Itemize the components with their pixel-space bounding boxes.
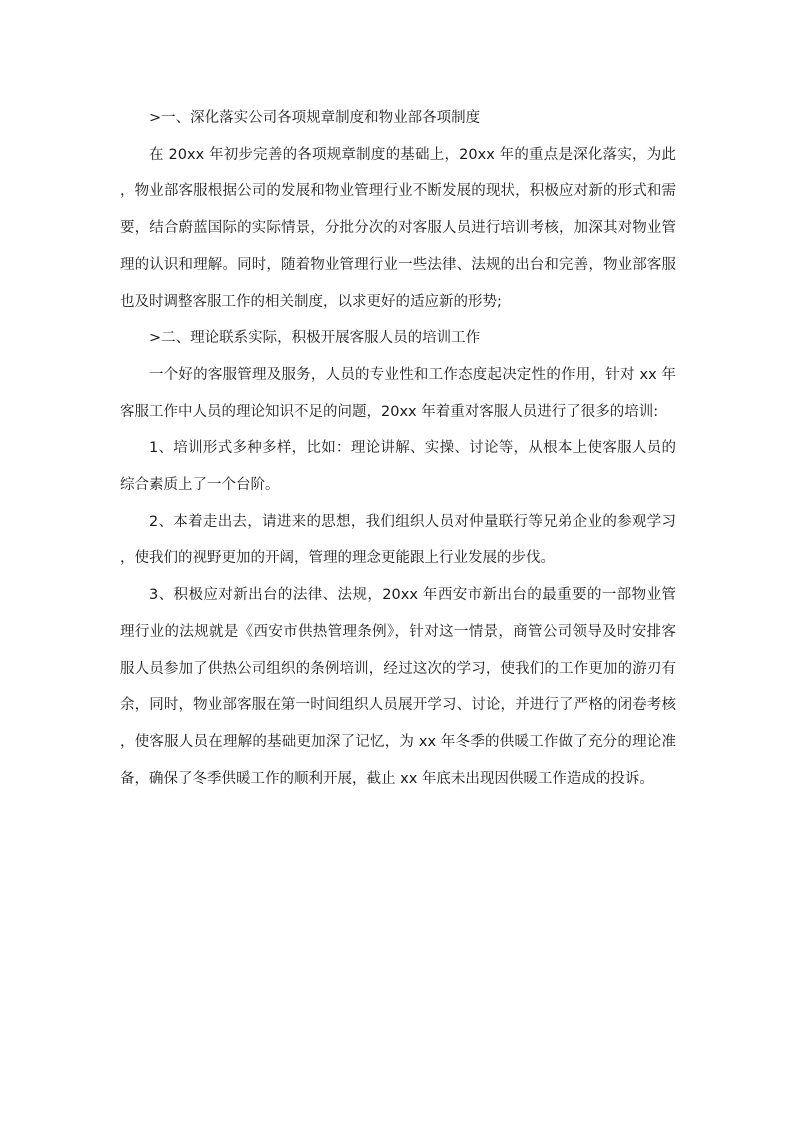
list-item-1: 1、培训形式多种多样，比如：理论讲解、实操、讨论等，从根本上使客服人员的综合素质上了一个台阶。: [120, 440, 676, 494]
heading-section-2: >二、理论联系实际，积极开展客服人员的培训工作: [149, 330, 481, 347]
list-item-3: 3、积极应对新出台的法律、法规，20xx 年西安市新出台的最重要的一部物业管理行业的法规就是《西安市供热管理条例》，针对这一情景，商管公司领导及时安排客服人员参加了供热公司组织的条例培训，经过这次的学习，使我们的工作更加的游刃有余，同时，物业部客服在第一时间组织人员展开学习、讨论，并进行了严格的闭卷考核，使客服人员在理解的基础更加深了记忆，为 xx 年冬季的供暖工作做了充分的理论准备，确保了冬季供暖工作的顺利开展，截止 xx 年底未出现因供暖工作造成的投诉。: [120, 587, 676, 787]
heading-section-1: >一、深化落实公司各项规章制度和物业部各项制度: [149, 110, 481, 126]
paragraph-section-2-intro: 一个好的客服管理及服务，人员的专业性和工作态度起决定性的作用，针对 xx 年客服工作中人员的理论知识不足的问题，20xx 年着重对客服人员进行了很多的培训:: [120, 366, 676, 420]
paragraph-section-1-body: 在 20xx 年初步完善的各项规章制度的基础上，20xx 年的重点是深化落实，为此，物业部客服根据公司的发展和物业管理行业不断发展的现状，积极应对新的形式和需要，结合蔚蓝国际的实际情景，分批分次的对客服人员进行培训考核，加深其对物业管理的认识和理解。同时，随着物业管理行业一些法律、法规的出台和完善，物业部客服也及时调整客服工作的相关制度，以求更好的适应新的形势;: [120, 146, 676, 310]
list-item-2: 2、本着走出去，请进来的思想，我们组织人员对仲量联行等兄弟企业的参观学习，使我们的视野更加的开阔，管理的理念更能跟上行业发展的步伐。: [120, 513, 676, 567]
document-body: [120, 100, 676, 797]
